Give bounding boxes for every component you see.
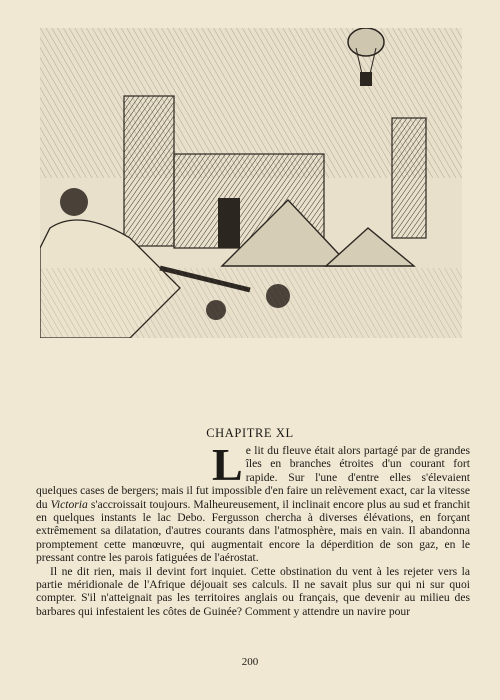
illustration-balloon-over-village (40, 28, 462, 338)
paragraph-1-text-after: s'accroissait toujours. Malheureusement, il inclinait encore plus au sud et franchit en quelques instants le lac Debo. Fergusson chercha à diverses élévations, en forçant extrêmement sa dilatation, d'autres courants dans l'atmosphère, mais en vain. Il abandonna promptement cette manœuvre, qui augmentait encore la déperdition de son gaz, en le pressant contre les parois fatiguées de l'aérostat. (36, 497, 470, 565)
ship-name: Victoria (50, 497, 88, 511)
paragraph-1 (36, 439, 470, 565)
ground (40, 268, 462, 338)
drop-cap: L (212, 439, 243, 490)
engraving-svg (40, 28, 462, 338)
paragraph-2: Il ne dit rien, mais il devint fort inquiet. Cette obstination du vent à les rejeter vers la partie méridionale de l'Afrique déjouait ses calculs. Il ne savait plus sur qui ni sur quoi compter. S'il n'atteignait pas les territoires anglais ou français, que devenir au milieu des barbares qui infestaient les côtes de Guinée? Comment y attendre un navire pour (36, 564, 470, 618)
paragraph-1-text: e lit du fleuve était alors partagé par de grandes îles en branches étroites d'un courant fort rapide. Sur l'une d'entre elles s'élevaient quelques cases de bergers; mais il fut impossible d'en faire un relèvement exact, car la vitesse du (36, 444, 470, 511)
page-number: 200 (241, 656, 259, 668)
chapter-title: CHAPITRE XL (206, 426, 294, 440)
chapter-text (36, 439, 470, 618)
